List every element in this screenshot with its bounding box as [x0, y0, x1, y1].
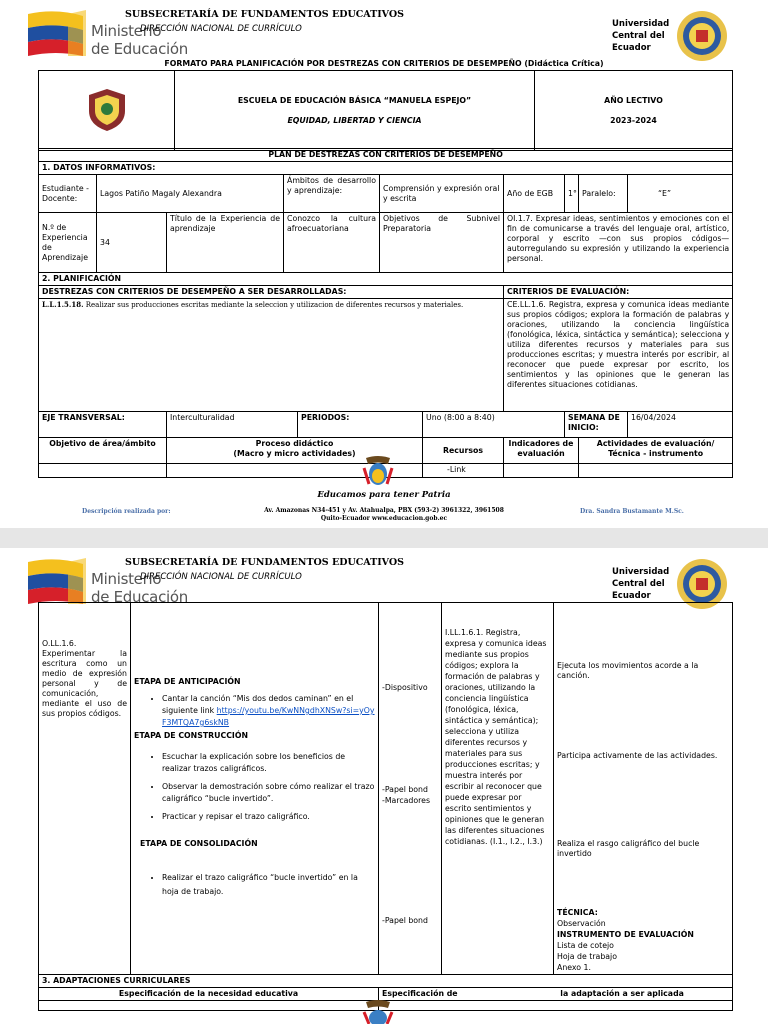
- formato-title: FORMATO PARA PLANIFICACIÓN POR DESTREZAS CON CRITERIOS DE DESEMPEÑO (Didáctica Crítica): [164, 59, 604, 68]
- recursos-cell: [379, 603, 442, 975]
- periodos-value: Uno (8:00 a 8:40): [423, 412, 565, 438]
- plan-table-2: [38, 602, 733, 1011]
- instrumento-item: Anexo 1.: [557, 963, 591, 972]
- uni2-line-2: Central del: [612, 579, 665, 589]
- plan-title: PLAN DE DESTREZAS CON CRITERIOS DE DESEMPEÑO: [39, 149, 733, 162]
- espec-necesidad: Especificación de la necesidad educativa: [39, 988, 379, 1001]
- universidad-seal-icon: [676, 10, 728, 62]
- col-proceso-sub: (Macro y micro actividades): [233, 449, 356, 458]
- instrumento-item: Lista de cotejo: [557, 941, 614, 950]
- titulo-label: Título de la Experiencia de aprendizaje: [167, 213, 284, 273]
- ministerio-text-1b: Ministerio: [91, 570, 162, 588]
- page-2: [0, 548, 768, 1024]
- datos-title: 1. DATOS INFORMATIVOS:: [39, 162, 733, 175]
- empty-adaptacion: [379, 1001, 733, 1011]
- ambitos-value: Comprensión y expresión oral y escrita: [380, 175, 504, 213]
- paralelo-label: Paralelo:: [579, 175, 628, 213]
- adaptaciones-title: 3. ADAPTACIONES CURRICULARES: [39, 975, 733, 988]
- anio-lectivo-value: 2023-2024: [610, 115, 657, 125]
- experiencia-value: 34: [97, 213, 167, 273]
- etapa-construccion: ETAPA DE CONSTRUCCIÓN: [134, 731, 248, 740]
- anio-lectivo-label: AÑO LECTIVO: [604, 95, 663, 105]
- footer-city-line: Quito-Ecuador www.educacion.gob.ec: [320, 515, 448, 522]
- school-crest-icon: [83, 85, 131, 133]
- ambitos-label: Ámbitos de desarrollo y aprendizaje:: [284, 175, 380, 213]
- subsecretaria-title-2: SUBSECRETARÍA DE FUNDAMENTOS EDUCATIVOS: [125, 557, 405, 568]
- col-indicadores: Indicadores de evaluación: [504, 438, 579, 464]
- anio-egb-label: Año de EGB: [504, 175, 565, 213]
- objetivos-value: OI.1.7. Expresar ideas, sentimientos y emociones con el fin de comunicarse a través del lenguaje oral, artístico, corporal y escrito —con sus propios códigos— autorregulando su expresión y utilizando la experiencia personal.: [504, 213, 733, 273]
- destreza-cell: [39, 299, 504, 412]
- titulo-value: Conozco la cultura afroecuatoriana: [284, 213, 380, 273]
- actividad-1: Ejecuta los movimientos acorde a la canción.: [557, 661, 699, 680]
- criterio-text: CE.LL.1.6. Registra, expresa y comunica ideas mediante sus propios códigos; explora la formación de palabras y oraciones, utilizando la conciencia lingüística (fonológica, léxica, sintáctica y semántica); selecciona y utiliza diferentes recursos y materiales para sus producciones escritas; y muestra interés por escribir, al reconocer que puede expresar por escrito, los sentimientos y las opiniones que le generan las diferentes situaciones cotidianas.: [504, 299, 733, 412]
- consolidacion-list: [134, 871, 375, 899]
- instrumento-label: INSTRUMENTO DE EVALUACIÓN: [557, 930, 694, 939]
- periodos-label: PERIODOS:: [298, 412, 423, 438]
- tecnica-label: TÉCNICA:: [557, 908, 598, 917]
- espec-adaptacion: [379, 988, 733, 1001]
- tecnica-block: [557, 907, 727, 973]
- empty-indicadores: [504, 464, 579, 478]
- anticipacion-item: [162, 693, 375, 729]
- recurso-dispositivo: -Dispositivo: [382, 683, 428, 692]
- subsecretaria-title: SUBSECRETARÍA DE FUNDAMENTOS EDUCATIVOS: [125, 9, 405, 20]
- footer-page-1: [0, 490, 768, 522]
- universidad-name-2: [612, 566, 682, 602]
- paralelo-value: “E”: [628, 175, 733, 213]
- criterios-title: CRITERIOS DE EVALUACIÓN:: [504, 286, 733, 299]
- direccion-title-2: DIRECCIÓN NACIONAL DE CURRÍCULO: [140, 572, 302, 582]
- espec-adaptacion-text: la adaptación a ser aplicada: [560, 989, 684, 998]
- objetivos-label: Objetivos de Subnivel Preparatoria: [380, 213, 504, 273]
- school-motto: EQUIDAD, LIBERTAD Y CIENCIA: [287, 115, 422, 125]
- recurso-marcadores: -Marcadores: [382, 796, 431, 805]
- espec-de: Especificación de: [382, 989, 458, 998]
- header-table: [38, 70, 733, 151]
- recurso-papel: -Papel bond: [382, 785, 428, 794]
- ministerio-text-1: Ministerio: [91, 22, 162, 40]
- school-name: ESCUELA DE EDUCACIÓN BÁSICA “MANUELA ESPEJO”: [237, 95, 472, 105]
- construccion-item: • Practicar y repisar el trazo caligráfico.: [162, 811, 375, 823]
- empty-objetivo: [39, 464, 167, 478]
- empty-necesidad: [39, 1001, 379, 1011]
- empty-actividades: [579, 464, 733, 478]
- construccion-item: • Escuchar la explicación sobre los beneficios de realizar trazos caligráficos.: [162, 751, 375, 775]
- destreza-text: Realizar sus producciones escritas mediante la seleccion y utilizacion de diferentes recursos y materiales.: [85, 301, 464, 309]
- plan-table: [38, 148, 733, 478]
- col-actividades: Actividades de evaluación/ Técnica - instrumento: [579, 438, 733, 464]
- ministerio-text-2b: de Educación: [91, 588, 188, 606]
- col-proceso-title: Proceso didáctico: [255, 439, 334, 448]
- actividad-2: Participa activamente de las actividades.: [557, 751, 718, 760]
- eje-value: Interculturalidad: [167, 412, 298, 438]
- estudiante-label: Estudiante - Docente:: [39, 175, 97, 213]
- uni2-line-1: Universidad: [612, 567, 670, 577]
- anio-egb-value: 1°: [565, 175, 579, 213]
- anticipacion-list: [134, 693, 375, 729]
- estudiante-value: Lagos Patiño Magaly Alexandra: [97, 175, 284, 213]
- uni-line-3: Ecuador: [612, 43, 651, 53]
- youtube-link[interactable]: https://youtu.be/KwNNgdhXNSw?si=yOyF3MTQA7g6skNB: [162, 706, 375, 727]
- school-info-cell: [175, 71, 535, 151]
- proceso-cell: [131, 603, 379, 975]
- direccion-title: DIRECCIÓN NACIONAL DE CURRÍCULO: [140, 24, 302, 34]
- recurso-papel-2: -Papel bond: [382, 916, 428, 925]
- school-crest-cell: [39, 71, 175, 151]
- recurso-link: -Link: [423, 464, 504, 478]
- uni-line-2: Central del: [612, 31, 665, 41]
- planificacion-title: 2. PLANIFICACIÓN: [39, 273, 733, 286]
- footer-left: Descripción realizada por:: [82, 508, 171, 515]
- footer-addr-line: Av. Amazonas N34-451 y Av. Atahualpa, PBX (593-2) 3961322, 3961508: [264, 507, 504, 514]
- ecuador-crest-icon-2: [362, 998, 394, 1024]
- uni-line-1: Universidad: [612, 19, 670, 29]
- eje-label: EJE TRANSVERSAL:: [39, 412, 167, 438]
- consolidacion-item: • Realizar el trazo caligráfico “bucle invertido” en la hoja de trabajo.: [162, 871, 375, 899]
- uni2-line-3: Ecuador: [612, 591, 651, 601]
- tecnica-value: Observación: [557, 919, 606, 928]
- instrumento-item: Hoja de trabajo: [557, 952, 617, 961]
- footer-right: Dra. Sandra Bustamante M.Sc.: [580, 508, 684, 515]
- destrezas-title: DESTREZAS CON CRITERIOS DE DESEMPEÑO A SER DESARROLLADAS:: [39, 286, 504, 299]
- actividad-3: Realiza el rasgo caligráfico del bucle invertido: [557, 839, 700, 858]
- semana-label: SEMANA DE INICIO:: [565, 412, 628, 438]
- anio-lectivo-cell: [535, 71, 733, 151]
- objetivo-cell: O.LL.1.6. Experimentar la escritura como un medio de expresión personal y de comunicación, mediante el uso de sus propios códigos.: [39, 603, 131, 975]
- page-gap: [0, 528, 768, 548]
- experiencia-label: N.º de Experiencia de Aprendizaje: [39, 213, 97, 273]
- footer-slogan: Educamos para tener Patria: [317, 490, 451, 500]
- construccion-item: • Observar la demostración sobre cómo realizar el trazo caligráfico “bucle invertido”.: [162, 781, 375, 805]
- semana-value: 16/04/2024: [628, 412, 733, 438]
- actividades-cell: [554, 603, 733, 975]
- ministerio-text-2: de Educación: [91, 40, 188, 58]
- ecuador-crest-icon: [362, 454, 394, 488]
- anticipacion-text: Cantar la canción “Mis dos dedos caminan” en el siguiente link: [162, 694, 354, 715]
- etapa-anticipacion: ETAPA DE ANTICIPACIÓN: [134, 677, 241, 686]
- indicador-cell: I.LL.1.6.1. Registra, expresa y comunica ideas mediante sus propios códigos; explora la formación de palabras y oraciones, utilizando la conciencia lingüística (fonológica, léxica, sintáctica y semántica); selecciona y utiliza diferentes recursos y materiales para sus producciones escritas; y muestra interés por escribir al reconocer que puede expresar por escrito sentimientos y opiniones que le generan las diferentes situaciones cotidianas. (I.1., I.2., I.3.): [442, 603, 554, 975]
- col-recursos: Recursos: [423, 438, 504, 464]
- construccion-list: [134, 751, 375, 823]
- universidad-name: [612, 18, 682, 54]
- destreza-code: L.L.1.5.18.: [42, 300, 84, 309]
- col-objetivo: Objetivo de área/ámbito: [39, 438, 167, 464]
- etapa-consolidacion: ETAPA DE CONSOLIDACIÓN: [140, 839, 258, 848]
